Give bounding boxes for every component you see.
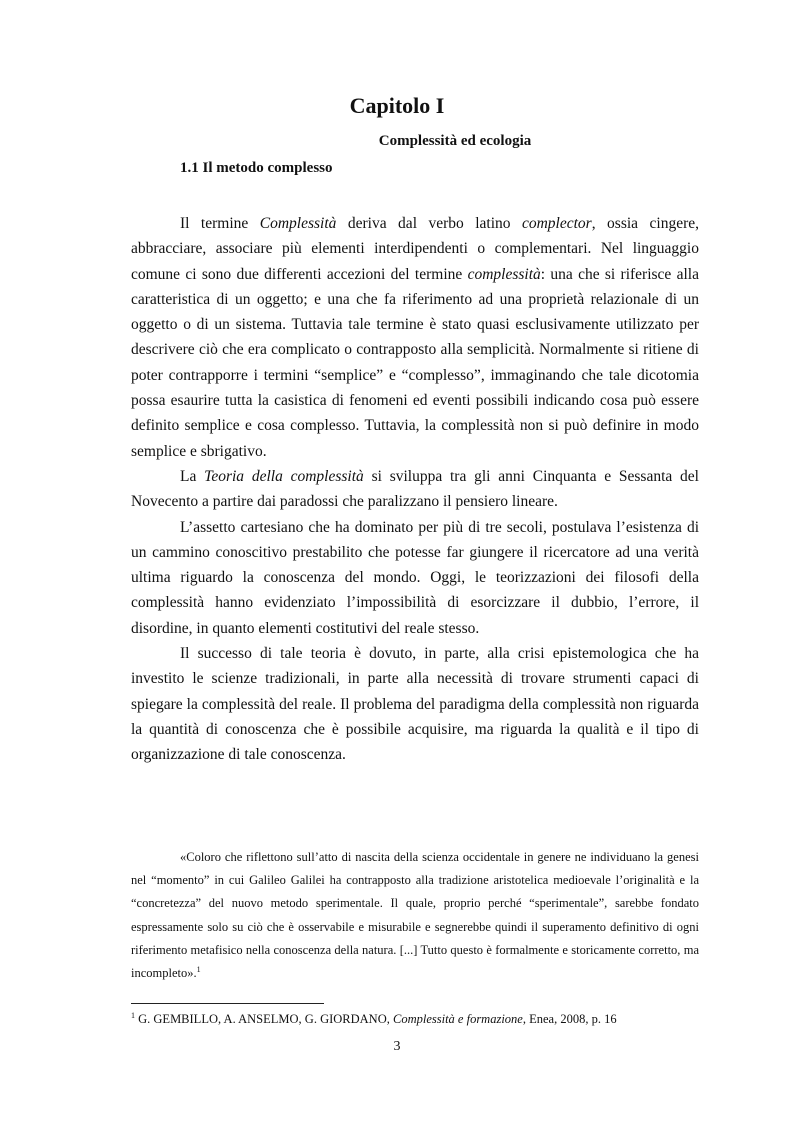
quote-text: «Coloro che riflettono sull’atto di nascita della scienza occidentale in genere ne individuano la genesi nel “momento” in cui Galileo Galilei ha contrapposto alla tradizione aristotelica medioevale l’originalità e la “concretezza” del nuovo metodo sperimentale. Il quale, proprio perché “sperimentale”, sarebbe fondato espressamente solo su ciò che è osservabile e misurabile e segnerebbe quindi il superamento definitivo di ogni riferimento metafisico nella conoscenza della natura. [...] Tutto questo è formalmente e storicamente corretto, ma incompleto». — [131, 850, 699, 981]
term-complessita-lower: complessità — [467, 265, 541, 283]
section-heading: 1.1 Il metodo complesso — [180, 160, 333, 176]
body-text — [131, 211, 699, 768]
paragraph-1: Il termine Complessità deriva dal verbo latino complector, ossia cingere, abbracciare, associare più elementi interdipendenti o complementari. Nel linguaggio comune ci sono due differenti accezioni del termine complessità: una che si riferisce alla caratteristica di un oggetto; e una che fa riferimento ad una proprietà relazionale di un oggetto o di un sistema. Tuttavia tale termine è stato quasi esclusivamente utilizzato per descrivere ciò che era complicato o contrapposto alla semplicità. Normalmente si ritiene di poter contrapporre i termini “semplice” e “complesso”, immaginando che tale dicotomia possa esaurire tutta la casistica di fenomeni ed eventi possibili indicando cosa può essere definito semplice e cosa complesso. Tuttavia, la complessità non si può definire in modo semplice e sbrigativo. — [131, 215, 700, 460]
block-quote — [131, 846, 699, 985]
term-teoria: Teoria della complessità — [204, 467, 364, 485]
page-number: 3 — [393, 1039, 401, 1054]
footnote-separator — [131, 1003, 324, 1004]
footnote-reference[interactable]: 1 — [196, 964, 201, 974]
footnote-number: 1 — [131, 1010, 135, 1020]
chapter-subtitle: Complessità ed ecologia — [378, 133, 532, 149]
paragraph-4: Il successo di tale teoria è dovuto, in parte, alla crisi epistemologica che ha investito le scienze tradizionali, in parte alla necessità di trovare strumenti capaci di spiegare la complessità del reale. Il problema del paradigma della complessità non riguarda la quantità di conoscenza che è possibile acquisire, ma riguarda la qualità e il tipo di organizzazione di tale conoscenza. — [131, 645, 699, 764]
term-complector: complector — [521, 215, 592, 232]
paragraph-3: L’assetto cartesiano che ha dominato per più di tre secoli, postulava l’esistenza di un cammino conoscitivo prestabilito che potesse far giungere il ricercatore ad una verità ultima riguardo la conoscenza del mondo. Oggi, le teorizzazioni dei filosofi della complessità hanno evidenziato l’impossibilità di esorcizzare il dubbio, l’errore, il disordine, in quanto elementi costitutivi del reale stesso. — [131, 518, 699, 637]
footnote: $^1$ G. GEMBILLO, A. ANSELMO, G. GIORDANO, Complessità e formazione, Enea, 2008, p. 16 — [131, 1010, 617, 1026]
footnote-book-title: Complessità e formazione — [392, 1012, 523, 1026]
term-complessita: Complessità — [259, 215, 337, 232]
paragraph-2: La Teoria della complessità si sviluppa tra gli anni Cinquanta e Sessanta del Novecento a partire dai paradossi che paralizzano il pensiero lineare. — [131, 467, 699, 511]
chapter-title: Capitolo I — [349, 93, 445, 118]
